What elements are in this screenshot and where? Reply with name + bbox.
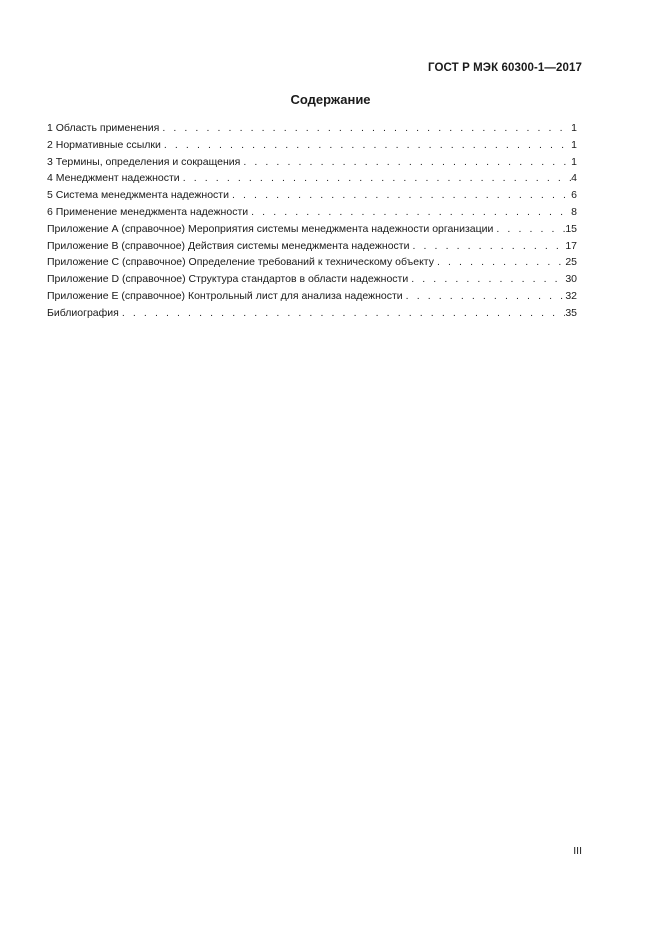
toc-entry-page: 8 [571,205,577,218]
toc-entry-label: Приложение Е (справочное) Контрольный лист для анализа надежности [47,289,403,302]
toc-entry-page: 4 [571,172,577,185]
toc-entry-page: 1 [571,122,577,134]
toc-entry-page: 35 [565,306,577,319]
toc-entry-label: Приложение С (справочное) Определение требований к техническому объекту [47,256,434,269]
toc-dot-leader [122,305,565,322]
toc-entry[interactable] [47,204,577,221]
page-number: III [573,845,582,857]
toc-dot-leader [437,254,565,271]
toc-entry-page: 30 [565,273,577,286]
toc-entry[interactable] [47,254,577,271]
toc-dot-leader [164,137,571,154]
toc-entry[interactable] [47,305,577,322]
toc-entry-label: Приложение D (справочное) Структура стандартов в области надежности [47,273,409,286]
document-code: ГОСТ Р МЭК 60300-1—2017 [428,62,582,74]
toc-dot-leader [496,221,565,238]
table-of-contents [47,120,577,322]
toc-entry[interactable] [47,238,577,255]
toc-dot-leader [243,154,571,171]
toc-dot-leader [251,204,571,221]
toc-entry-label: Приложение В (справочное) Действия системы менеджмента надежности [47,239,410,252]
toc-entry-label: 2 Нормативные ссылки [47,138,161,151]
toc-entry[interactable] [47,187,577,204]
toc-entry-page: 6 [571,189,577,202]
toc-entry[interactable] [47,154,577,171]
toc-entry-label: 4 Менеджмент надежности [47,172,180,185]
toc-entry-page: 15 [565,222,577,235]
toc-entry-label: Приложение А (справочное) Мероприятия системы менеджмента надежности организации [47,222,494,235]
toc-dot-leader [162,120,571,137]
toc-entry-label: 5 Система менеджмента надежности [47,189,229,202]
toc-entry-page: 1 [571,155,577,168]
toc-dot-leader [232,187,571,204]
toc-entry[interactable] [47,271,577,288]
toc-entry[interactable] [47,288,577,305]
toc-entry-page: 17 [565,239,577,252]
toc-entry-page: 25 [565,256,577,269]
toc-title: Содержание [290,92,371,107]
toc-entry[interactable] [47,221,577,238]
toc-entry[interactable] [47,137,577,154]
toc-entry[interactable] [47,120,577,137]
toc-entry-label: 6 Применение менеджмента надежности [47,205,249,218]
toc-dot-leader [183,170,571,187]
toc-entry-page: 1 [571,138,577,151]
toc-entry[interactable] [47,170,577,187]
toc-dot-leader [412,238,565,255]
toc-entry-label: 1 Область применения [47,122,160,134]
toc-dot-leader [411,271,565,288]
toc-dot-leader [406,288,566,305]
toc-entry-page: 32 [565,289,577,302]
toc-entry-label: 3 Термины, определения и сокращения [47,155,241,168]
toc-entry-label: Библиография [47,306,119,319]
